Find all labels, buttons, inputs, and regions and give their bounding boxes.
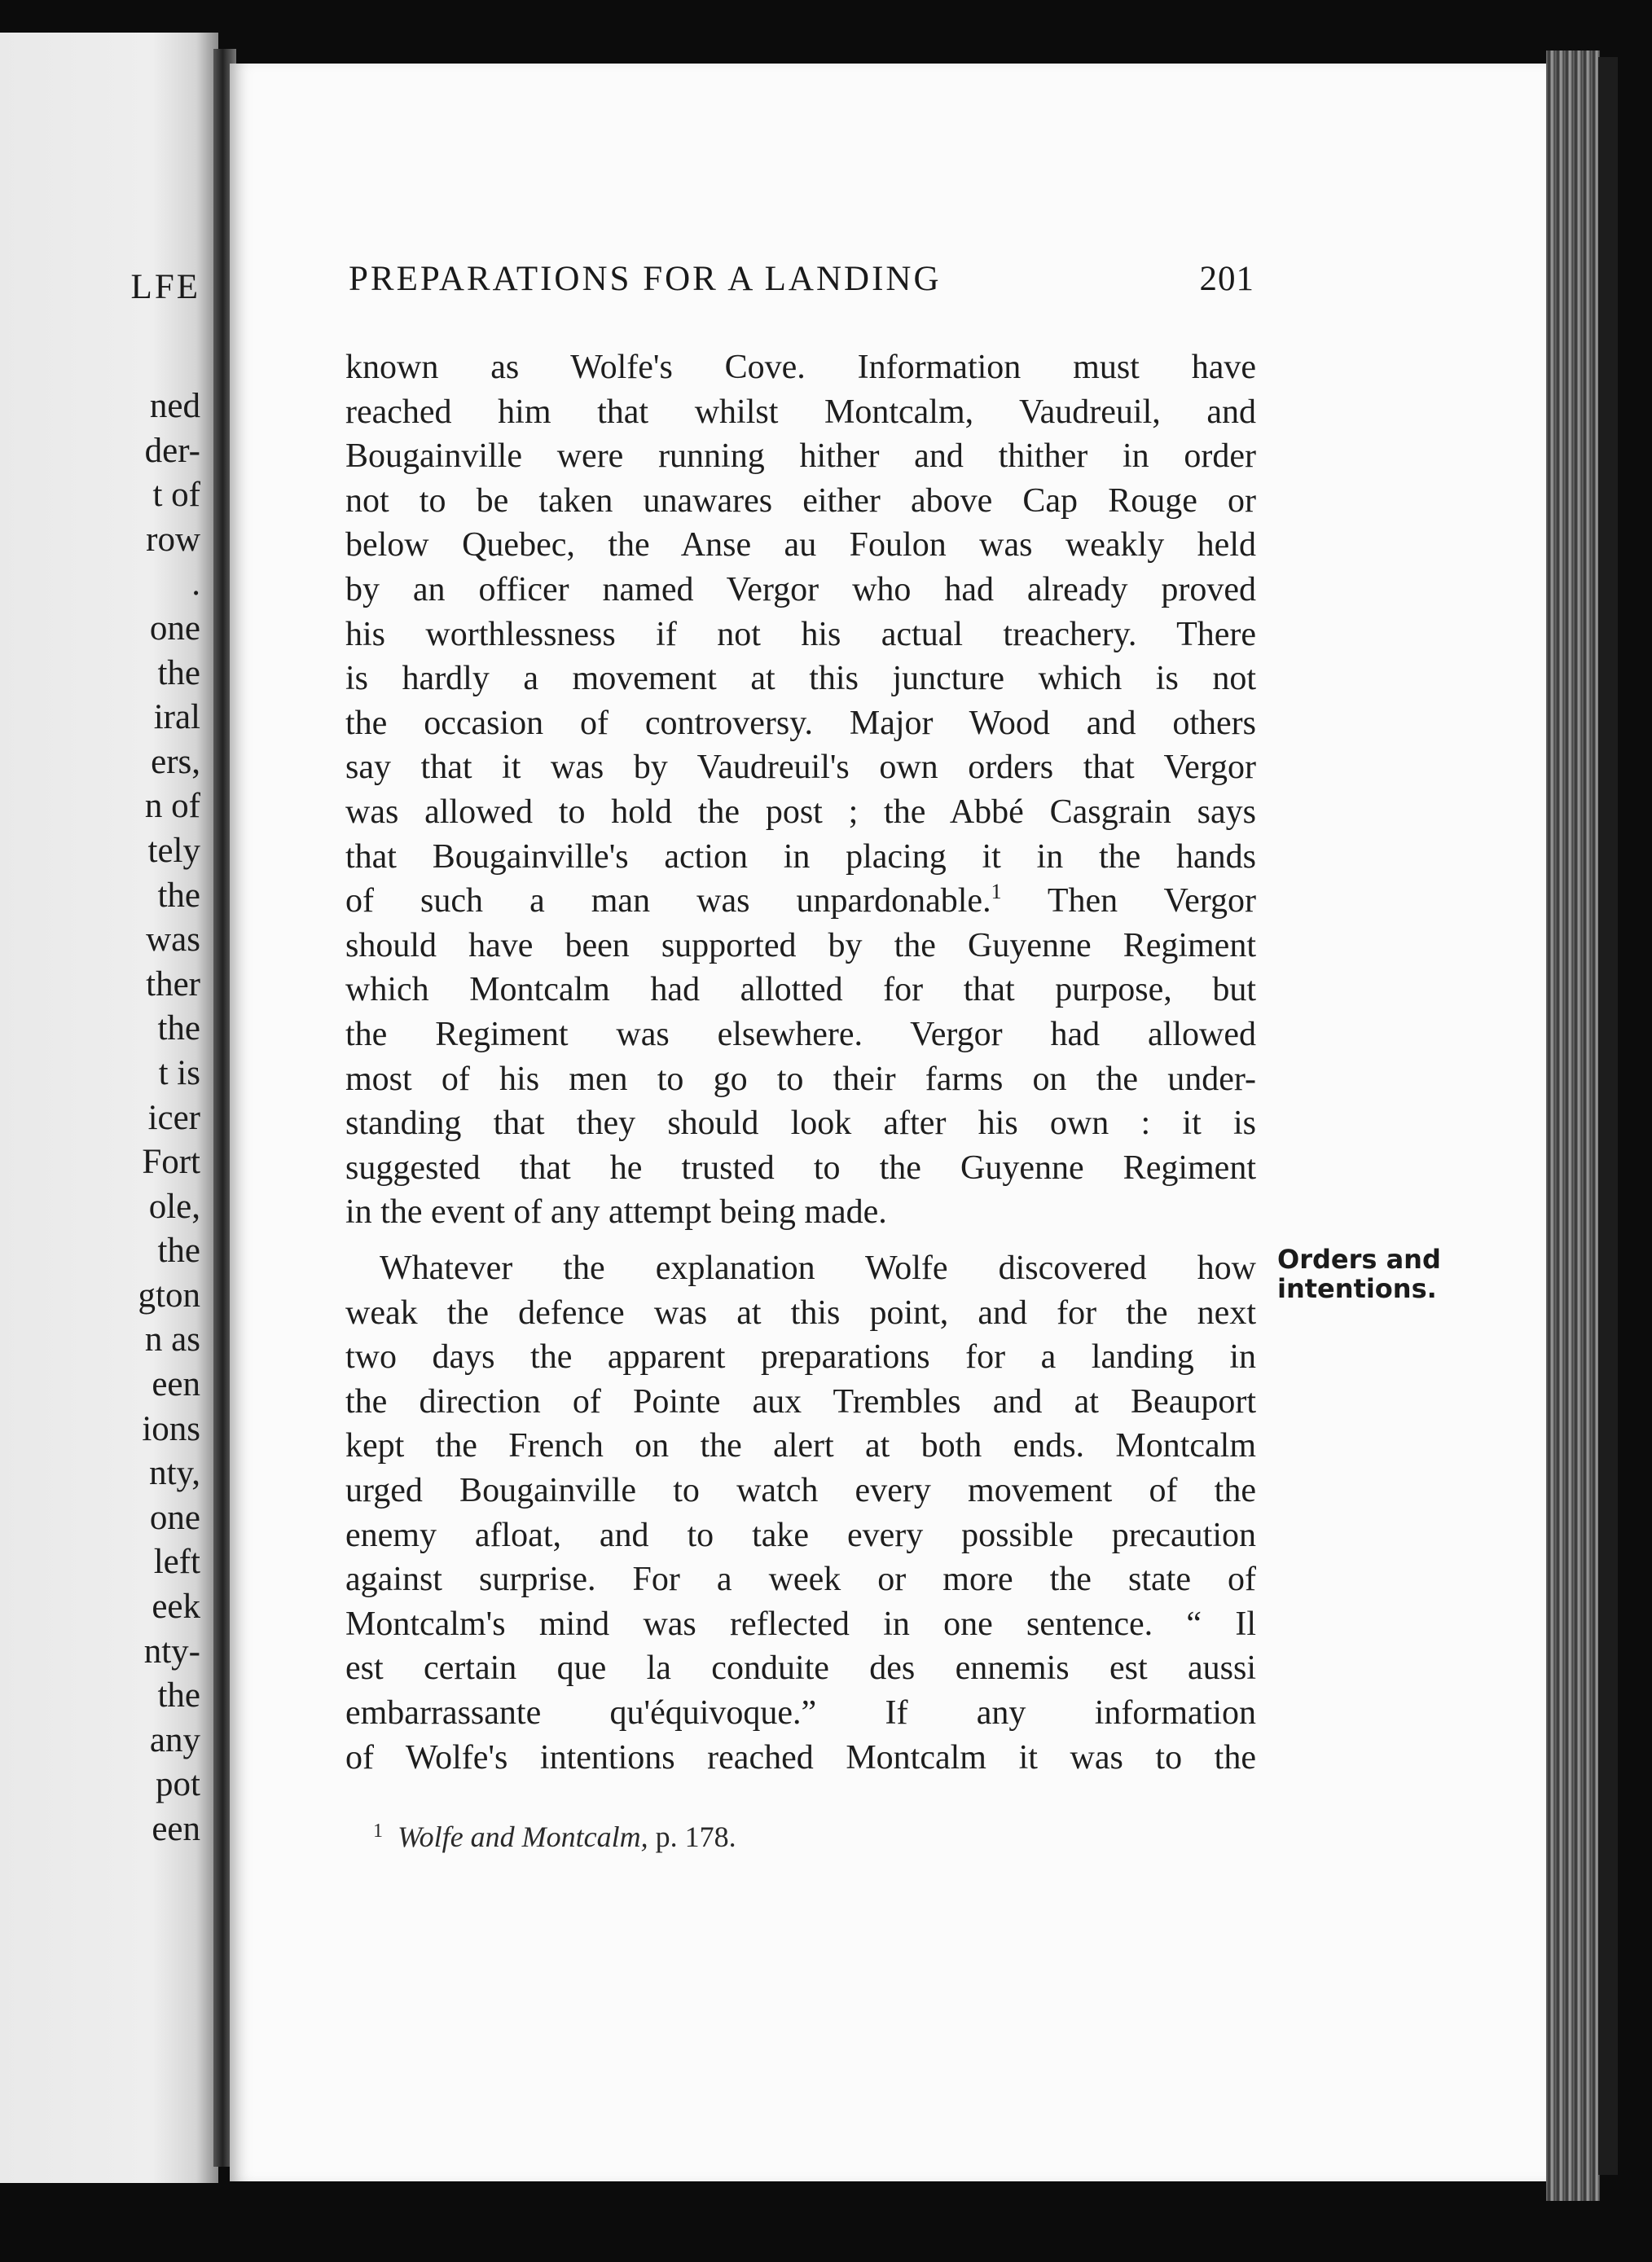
left-line-fragment: one [149, 608, 200, 648]
left-line-fragment: der- [144, 431, 200, 470]
left-line-fragment: the [157, 876, 200, 915]
text-segment: of such a man was unpardonable. [345, 882, 991, 920]
left-line-fragment: ther [146, 964, 200, 1004]
left-line-fragment: Fort [142, 1143, 200, 1182]
left-line-fragment: t is [158, 1053, 200, 1092]
running-head [349, 259, 1254, 308]
left-line-fragment: ions [142, 1409, 200, 1448]
text-line: Montcalm's mind was reflected in one sentence. “ Il [345, 1605, 1256, 1643]
left-facing-page [0, 33, 218, 2183]
text-line: was allowed to hold the post ; the Abbé Casgrain says [345, 793, 1256, 831]
text-line: say that it was by Vaudreuil's own orders that Vergor [345, 749, 1256, 787]
left-text-fragments [138, 384, 200, 1852]
text-line: reached him that whilst Montcalm, Vaudreuil, and [345, 393, 1256, 431]
text-line: Bougainville were running hither and thither in order [345, 437, 1256, 476]
left-line-fragment: nty, [149, 1454, 200, 1493]
left-running-head-fragment: LFE [130, 268, 200, 306]
text-line: below Quebec, the Anse au Foulon was weakly held [345, 526, 1256, 564]
running-title: PREPARATIONS FOR A LANDING [349, 260, 942, 298]
left-line-fragment: t of [152, 476, 200, 515]
text-line: standing that they should look after his own : it is [345, 1105, 1256, 1143]
text-line: not to be taken unawares either above Cap Rouge or [345, 481, 1256, 520]
text-line: the occasion of controversy. Major Wood and others [345, 704, 1256, 742]
text-segment: Then Vergor [1001, 882, 1257, 920]
marginal-note-line: intentions. [1277, 1273, 1437, 1304]
text-line: which Montcalm had allotted for that purpose, but [345, 971, 1256, 1009]
left-line-fragment: tely [147, 831, 200, 870]
left-line-fragment: nty- [143, 1632, 200, 1671]
text-line: is hardly a movement at this juncture which is not [345, 660, 1256, 698]
left-line-fragment: any [149, 1720, 200, 1759]
text-line: enemy afloat, and to take every possible precaution [345, 1516, 1256, 1554]
page-number: 201 [1199, 260, 1254, 298]
footnote-page-ref: p. 178. [648, 1821, 736, 1853]
left-line-fragment: n of [144, 787, 200, 826]
left-line-fragment: the [157, 653, 200, 692]
left-line-fragment: iral [153, 698, 200, 737]
text-line: most of his men to go to their farms on the under- [345, 1060, 1256, 1098]
left-line-fragment: n as [144, 1320, 200, 1359]
left-line-fragment: was [146, 920, 200, 960]
footnote-reference[interactable]: 1 [991, 880, 1002, 904]
left-line-fragment: eek [152, 1588, 200, 1627]
text-line: of Wolfe's intentions reached Montcalm it was to the [345, 1738, 1256, 1777]
left-line-fragment: one [149, 1498, 200, 1537]
left-line-fragment: een [152, 1365, 200, 1404]
book-cover-edge [1598, 57, 1618, 2175]
text-line: his worthlessness if not his actual treachery. There [345, 615, 1256, 653]
left-line-fragment: gton [138, 1276, 200, 1315]
footnote-mark: 1 [373, 1821, 383, 1842]
left-line-fragment: row [146, 520, 200, 559]
left-line-fragment: een [152, 1810, 200, 1848]
text-line: that Bougainville's action in placing it in the hands [345, 837, 1256, 876]
left-line-fragment: the [157, 1232, 200, 1271]
text-line: kept the French on the alert at both ends. Montcalm [345, 1427, 1256, 1465]
paragraph-2 [345, 1246, 1256, 1780]
text-line: the Regiment was elsewhere. Vergor had allowed [345, 1015, 1256, 1053]
marginal-note [1277, 1245, 1441, 1303]
left-line-fragment: ers, [151, 742, 200, 781]
paragraph-1 [345, 345, 1256, 1235]
marginal-note-line: Orders and [1277, 1244, 1441, 1275]
text-line: Whatever the explanation Wolfe discovered how [380, 1250, 1256, 1287]
text-line: known as Wolfe's Cove. Information must have [345, 349, 1256, 386]
text-line: weak the defence was at this point, and for the next [345, 1294, 1256, 1332]
footnote-title: Wolfe and Montcalm, [398, 1821, 648, 1853]
text-line-with-footnote-ref [345, 879, 1256, 924]
text-line: est certain que la conduite des ennemis est aussi [345, 1649, 1256, 1688]
left-line-fragment: ole, [148, 1187, 200, 1226]
text-line: urged Bougainville to watch every movement of the [345, 1471, 1256, 1509]
left-line-fragment: ned [149, 387, 200, 425]
left-line-fragment: the [157, 1009, 200, 1048]
text-line: the direction of Pointe aux Trembles and at Beauport [345, 1382, 1256, 1421]
page-edges [1546, 51, 1600, 2201]
text-line: against surprise. For a week or more the state of [345, 1561, 1256, 1599]
text-line: suggested that he trusted to the Guyenne Regiment [345, 1149, 1256, 1187]
left-line-fragment: left [153, 1543, 200, 1582]
left-line-fragment: . [191, 564, 200, 604]
text-line: should have been supported by the Guyenne Regiment [345, 926, 1256, 964]
text-line: embarrassante qu'équivoque.” If any information [345, 1693, 1256, 1732]
left-line-fragment: icer [147, 1098, 200, 1137]
left-line-fragment: the [157, 1676, 200, 1715]
text-line: by an officer named Vergor who had already proved [345, 570, 1256, 608]
left-line-fragment: pot [156, 1765, 200, 1804]
text-line: in the event of any attempt being made. [345, 1193, 887, 1232]
text-line: two days the apparent preparations for a landing in [345, 1338, 1256, 1377]
footnote [373, 1820, 736, 1854]
